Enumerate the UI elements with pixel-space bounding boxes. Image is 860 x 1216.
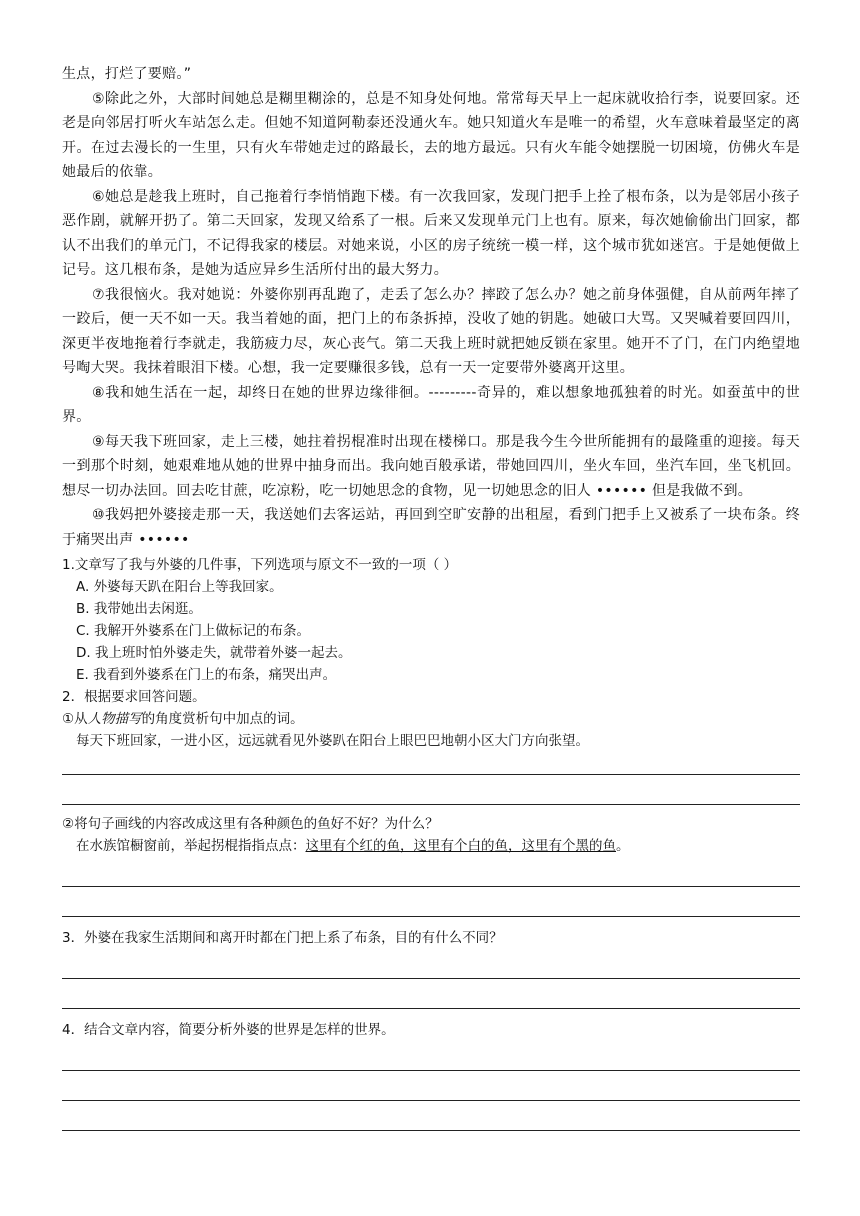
answer-line[interactable] <box>62 1101 800 1131</box>
answer-line[interactable] <box>62 1041 800 1071</box>
question-2 <box>62 686 800 917</box>
passage-paragraph-10: ⑩我妈把外婆接走那一天，我送她们去客运站，再回到空旷安静的出租屋，看到门把手上又被系了一块布条。终于痛哭出声 •••••• <box>62 507 800 548</box>
answer-line[interactable] <box>62 887 800 917</box>
question-3-stem: 3．外婆在我家生活期间和离开时都在门把上系了布条，目的有什么不同？ <box>62 930 503 946</box>
sub-1-rest: 的角度赏析句中加点的词。 <box>141 711 304 727</box>
passage-paragraph-6: ⑥她总是趁我上班时，自己拖着行李悄悄跑下楼。有一次我回家，发现门把手上拴了根布条，以为是邻居小孩子恶作剧，就解开扔了。第二天回家，发现又给系了一根。后来又发现单元门上也有。原来，每次她偷偷出门回家，都认不出我们的单元门，不记得我家的楼层。对她来说，小区的房子统统一模一样，这个城市犹如迷宫。于是她便做上记号。这几根布条，是她为适应异乡生活所付出的最大努力。 <box>62 188 800 278</box>
question-1-option-b: B. 我带她出去闲逛。 <box>76 601 202 617</box>
question-2-sub-2: ②将句子画线的内容改成这里有各种颜色的鱼好不好？为什么？ <box>62 816 439 832</box>
answer-line[interactable] <box>62 979 800 1009</box>
question-4-stem: 4．结合文章内容，简要分析外婆的世界是怎样的世界。 <box>62 1022 395 1038</box>
question-1-option-d: D. 我上班时怕外婆走失，就带着外婆一起去。 <box>76 645 352 661</box>
sub-2-underlined: 这里有个红的鱼，这里有个白的鱼，这里有个黑的鱼 <box>305 838 616 854</box>
answer-line[interactable] <box>62 949 800 979</box>
question-1-option-c: C. 我解开外婆系在门上做标记的布条。 <box>76 623 311 639</box>
sub-1-number: ①从 <box>62 711 88 727</box>
passage-paragraph-9: ⑨每天我下班回家，走上三楼，她拄着拐棍准时出现在楼梯口。那是我今生今世所能拥有的最隆重的迎接。每天一到那个时刻，她艰难地从她的世界中抽身而出。我向她百般承诺，带她回四川，坐火车回，坐汽车回，坐飞机回。想尽一切办法回。回去吃甘蔗，吃凉粉，吃一切她思念的食物，见一切她思念的旧人 •••••• 但是我做不到。 <box>62 433 800 499</box>
sub-1-emphasis: 人物描写 <box>87 711 142 727</box>
question-1-stem: 1.文章写了我与外婆的几件事，下列选项与原文不一致的一项（ ） <box>62 557 458 573</box>
passage-paragraph-7: ⑦我很恼火。我对她说：外婆你别再乱跑了，走丢了怎么办？摔跤了怎么办？她之前身体强健，自从前两年摔了一跤后，便一天不如一天。我当着她的面，把门上的布条拆掉，没收了她的钥匙。她破口大骂。又哭喊着要回四川，深更半夜地拖着行李就走，我筋疲力尽，灰心丧气。第二天我上班时就把她反锁在家里。她开不了门，在门内绝望地号啕大哭。我抹着眼泪下楼。心想，我一定要赚很多钱，总有一天一定要带外婆离开这里。 <box>62 286 800 376</box>
question-2-stem: 2．根据要求回答问题。 <box>62 689 206 705</box>
passage-paragraph-8: ⑧我和她生活在一起，却终日在她的世界边缘徘徊。---------奇异的，难以想象地孤独着的时光。如蚕茧中的世界。 <box>62 384 800 425</box>
question-2-sub-1-sentence: 每天下班回家，一进小区，远远就看见外婆趴在阳台上眼巴巴地朝小区大门方向张望。 <box>76 733 589 749</box>
question-2-sub-1 <box>62 708 800 730</box>
question-4 <box>62 1019 800 1131</box>
answer-line[interactable] <box>62 1071 800 1101</box>
question-2-sub-2-sentence <box>62 835 800 857</box>
sub-2-pre: 在水族馆橱窗前，举起拐棍指指点点： <box>76 838 306 854</box>
answer-line[interactable] <box>62 752 800 775</box>
sub-2-post: 。 <box>616 838 630 854</box>
answer-line[interactable] <box>62 857 800 887</box>
worksheet-page <box>62 62 800 1131</box>
question-1 <box>62 554 800 686</box>
question-1-option-a: A. 外婆每天趴在阳台上等我回家。 <box>76 579 283 595</box>
answer-line[interactable] <box>62 775 800 805</box>
passage-paragraph-5: ⑤除此之外，大部时间她总是糊里糊涂的，总是不知身处何地。常常每天早上一起床就收拾行李，说要回家。还老是向邻居打听火车站怎么走。但她不知道阿勒泰还没通火车。她只知道火车是唯一的希望，火车意味着最坚定的离开。在过去漫长的一生里，只有火车带她走过的路最长，去的地方最远。只有火车能令她摆脱一切困境，仿佛火车是她最后的依靠。 <box>62 90 800 180</box>
passage-fragment: 生点，打烂了要赔。” <box>62 66 192 82</box>
question-1-option-e: E. 我看到外婆系在门上的布条，痛哭出声。 <box>76 667 337 683</box>
question-3 <box>62 927 800 1009</box>
